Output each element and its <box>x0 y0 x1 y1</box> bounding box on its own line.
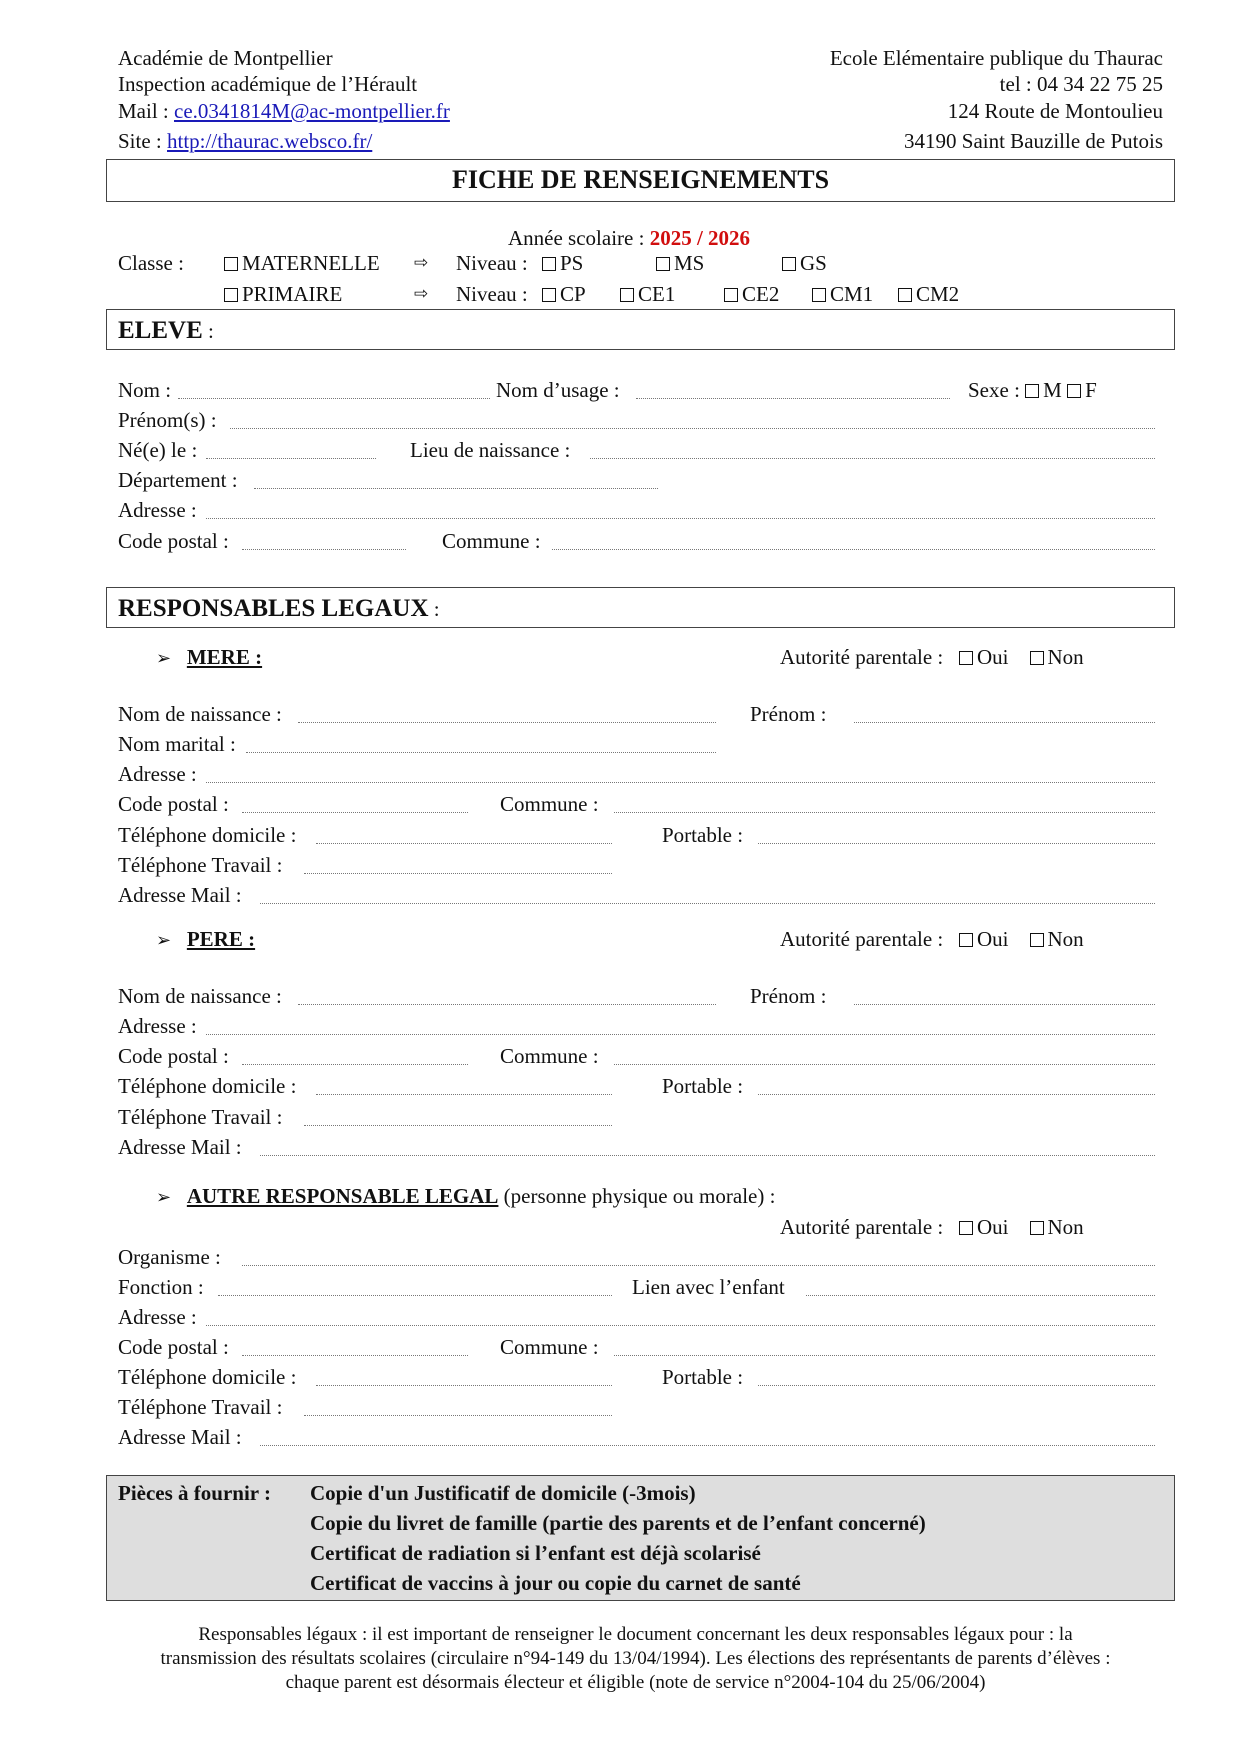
site-label: Site : <box>118 129 168 153</box>
prenoms-field[interactable] <box>230 428 1155 429</box>
pere-autorite <box>780 929 1084 950</box>
bullet-arrow-icon: ➢ <box>156 930 172 951</box>
autorite-label: Autorité parentale : <box>780 1215 944 1239</box>
checkbox-icon[interactable] <box>656 257 670 271</box>
commune-field[interactable] <box>552 549 1155 550</box>
mere-nom-naissance-label: Nom de naissance : <box>118 702 282 726</box>
arrow-right-icon: ⇨ <box>414 253 429 273</box>
autorite-label: Autorité parentale : <box>780 645 944 669</box>
mere-tel-domicile-field[interactable] <box>316 843 612 844</box>
pieces-item: Copie du livret de famille (partie des parents et de l’enfant concerné) <box>310 1511 926 1535</box>
checkbox-icon[interactable] <box>542 288 556 302</box>
mere-code-postal-field[interactable] <box>242 812 468 813</box>
pere-tel-domicile-field[interactable] <box>316 1094 612 1095</box>
departement-field[interactable] <box>254 488 658 489</box>
level-label: MS <box>674 251 705 275</box>
non-label: Non <box>1047 927 1084 951</box>
mere-commune-field[interactable] <box>614 812 1155 813</box>
level-ps[interactable] <box>542 253 583 274</box>
checkbox-icon[interactable] <box>959 933 973 947</box>
pieces-item: Certificat de vaccins à jour ou copie du carnet de santé <box>310 1571 801 1595</box>
classe-label: Classe : <box>118 251 184 275</box>
checkbox-icon[interactable] <box>224 288 238 302</box>
autre-adresse-field[interactable] <box>206 1325 1155 1326</box>
mere-prenom-field[interactable] <box>854 722 1155 723</box>
pere-code-postal-field[interactable] <box>242 1064 468 1065</box>
mere-heading <box>156 647 262 668</box>
ne-le-field[interactable] <box>206 458 376 459</box>
school-tel: tel : 04 34 22 75 25 <box>999 72 1163 96</box>
adresse-field[interactable] <box>206 518 1155 519</box>
pere-mail-field[interactable] <box>260 1155 1155 1156</box>
responsables-heading: RESPONSABLES LEGAUX : <box>118 595 440 622</box>
autorite-label: Autorité parentale : <box>780 927 944 951</box>
nom-usage-label: Nom d’usage : <box>496 378 620 402</box>
autre-autorite <box>780 1217 1084 1238</box>
pere-adresse-label: Adresse : <box>118 1014 197 1038</box>
level-label: CE1 <box>638 282 676 306</box>
departement-label: Département : <box>118 468 238 492</box>
level-ce1[interactable] <box>620 284 675 305</box>
checkbox-icon[interactable] <box>782 257 796 271</box>
mere-title: MERE : <box>186 645 263 669</box>
non-label: Non <box>1047 1215 1084 1239</box>
autre-tel-travail-field[interactable] <box>304 1415 612 1416</box>
mere-autorite <box>780 647 1084 668</box>
pere-commune-label: Commune : <box>500 1044 599 1068</box>
footer-note <box>108 1623 1163 1695</box>
arrow-right-icon: ⇨ <box>414 284 429 304</box>
nom-usage-field[interactable] <box>636 398 950 399</box>
pieces-label: Pièces à fournir : <box>118 1481 271 1505</box>
mere-adresse-label: Adresse : <box>118 762 197 786</box>
adresse-label: Adresse : <box>118 498 197 522</box>
organisme-field[interactable] <box>242 1265 1155 1266</box>
mere-portable-label: Portable : <box>662 823 744 847</box>
pere-tel-travail-label: Téléphone Travail : <box>118 1105 283 1129</box>
sexe-label: Sexe : <box>968 378 1020 402</box>
level-cm1[interactable] <box>812 284 873 305</box>
niveau-label: Niveau : <box>456 282 528 306</box>
autre-code-postal-field[interactable] <box>242 1355 468 1356</box>
pere-prenom-label: Prénom : <box>750 984 827 1008</box>
fonction-label: Fonction : <box>118 1275 204 1299</box>
mere-prenom-label: Prénom : <box>750 702 827 726</box>
autre-heading <box>156 1186 775 1207</box>
oui-label: Oui <box>977 1215 1009 1239</box>
primaire-label: PRIMAIRE <box>242 282 343 306</box>
autre-tel-domicile-field[interactable] <box>316 1385 612 1386</box>
footer-line: chaque parent est désormais électeur et éligible (note de service n°2004-104 du 25/06/2004) <box>285 1672 986 1693</box>
school-address: 124 Route de Montoulieu <box>947 99 1163 123</box>
primaire-option[interactable] <box>224 284 342 305</box>
maternelle-label: MATERNELLE <box>242 251 380 275</box>
eleve-heading: ELEVE : <box>118 317 214 344</box>
level-cm2[interactable] <box>898 284 959 305</box>
pere-prenom-field[interactable] <box>854 1004 1155 1005</box>
mere-nom-marital-field[interactable] <box>246 752 716 753</box>
year-value: 2025 / 2026 <box>649 226 751 250</box>
autre-portable-field[interactable] <box>758 1385 1155 1386</box>
autre-tel-domicile-label: Téléphone domicile : <box>118 1365 297 1389</box>
non-label: Non <box>1047 645 1084 669</box>
checkbox-icon[interactable] <box>1030 933 1044 947</box>
autre-note: (personne physique ou morale) : <box>503 1184 776 1208</box>
fonction-field[interactable] <box>218 1295 612 1296</box>
school-city: 34190 Saint Bauzille de Putois <box>904 129 1163 153</box>
mere-mail-field[interactable] <box>260 903 1155 904</box>
oui-label: Oui <box>977 927 1009 951</box>
footer-line: Responsables légaux : il est important de renseigner le document concernant les deux responsables légaux pour : la <box>198 1624 1073 1645</box>
pere-nom-naissance-label: Nom de naissance : <box>118 984 282 1008</box>
autre-mail-field[interactable] <box>260 1445 1155 1446</box>
level-label: PS <box>560 251 584 275</box>
mere-code-postal-label: Code postal : <box>118 792 229 816</box>
lien-label: Lien avec l’enfant <box>632 1275 785 1299</box>
lien-field[interactable] <box>806 1295 1155 1296</box>
level-label: CM2 <box>916 282 960 306</box>
pere-portable-field[interactable] <box>758 1094 1155 1095</box>
page-title: FICHE DE RENSEIGNEMENTS <box>451 165 830 194</box>
level-label: CP <box>560 282 586 306</box>
responsables-title: RESPONSABLES LEGAUX <box>118 595 429 622</box>
mere-commune-label: Commune : <box>500 792 599 816</box>
sexe-m: M <box>1043 378 1062 402</box>
bullet-arrow-icon: ➢ <box>156 648 172 669</box>
pieces-item: Copie d'un Justificatif de domicile (-3mois) <box>310 1481 696 1505</box>
nom-field[interactable] <box>178 398 490 399</box>
mail-line <box>118 101 450 122</box>
mere-portable-field[interactable] <box>758 843 1155 844</box>
pieces-item: Certificat de radiation si l’enfant est déjà scolarisé <box>310 1541 761 1565</box>
pere-portable-label: Portable : <box>662 1074 744 1098</box>
oui-label: Oui <box>977 645 1009 669</box>
mere-nom-naissance-field[interactable] <box>298 722 716 723</box>
code-postal-label: Code postal : <box>118 529 229 553</box>
pere-tel-travail-field[interactable] <box>304 1125 612 1126</box>
code-postal-field[interactable] <box>242 549 406 550</box>
autre-mail-label: Adresse Mail : <box>118 1425 242 1449</box>
inspection: Inspection académique de l’Hérault <box>118 72 418 96</box>
autre-commune-label: Commune : <box>500 1335 599 1359</box>
pere-heading <box>156 929 255 950</box>
mere-adresse-field[interactable] <box>206 782 1155 783</box>
pere-title: PERE : <box>186 927 256 951</box>
school-name: Ecole Elémentaire publique du Thaurac <box>829 46 1163 70</box>
checkbox-icon[interactable] <box>1030 1221 1044 1235</box>
organisme-label: Organisme : <box>118 1245 221 1269</box>
mail-label: Mail : <box>118 99 174 123</box>
autre-adresse-label: Adresse : <box>118 1305 197 1329</box>
mere-tel-travail-field[interactable] <box>304 873 612 874</box>
pere-nom-naissance-field[interactable] <box>298 1004 716 1005</box>
mail-link[interactable]: ce.0341814M@ac-montpellier.fr <box>174 99 450 123</box>
footer-line: transmission des résultats scolaires (circulaire n°94-149 du 13/04/1994). Les élections des représentants de parents d’élèves : <box>160 1648 1111 1669</box>
pere-code-postal-label: Code postal : <box>118 1044 229 1068</box>
level-label: CM1 <box>830 282 874 306</box>
lieu-field[interactable] <box>590 458 1155 459</box>
autre-portable-label: Portable : <box>662 1365 744 1389</box>
nom-label: Nom : <box>118 378 172 402</box>
niveau-label: Niveau : <box>456 251 528 275</box>
academie: Académie de Montpellier <box>118 46 333 70</box>
level-cp[interactable] <box>542 284 586 305</box>
checkbox-icon[interactable] <box>812 288 826 302</box>
pere-commune-field[interactable] <box>614 1064 1155 1065</box>
pere-tel-domicile-label: Téléphone domicile : <box>118 1074 297 1098</box>
eleve-title: ELEVE <box>118 317 203 344</box>
eleve-box <box>106 309 1175 350</box>
checkbox-icon[interactable] <box>959 651 973 665</box>
site-link[interactable]: http://thaurac.websco.fr/ <box>167 129 373 153</box>
pere-adresse-field[interactable] <box>206 1034 1155 1035</box>
site-line <box>118 131 372 152</box>
year-label: Année scolaire : <box>508 226 650 250</box>
level-ms[interactable] <box>656 253 704 274</box>
checkbox-icon[interactable] <box>224 257 238 271</box>
autre-commune-field[interactable] <box>614 1355 1155 1356</box>
checkbox-icon[interactable] <box>542 257 556 271</box>
checkbox-icon[interactable] <box>1025 384 1039 398</box>
bullet-arrow-icon: ➢ <box>156 1187 172 1208</box>
level-ce2[interactable] <box>724 284 779 305</box>
ne-le-label: Né(e) le : <box>118 438 198 462</box>
checkbox-icon[interactable] <box>724 288 738 302</box>
level-label: CE2 <box>742 282 780 306</box>
mere-tel-domicile-label: Téléphone domicile : <box>118 823 297 847</box>
school-year <box>508 228 750 249</box>
lieu-label: Lieu de naissance : <box>410 438 571 462</box>
commune-label: Commune : <box>442 529 541 553</box>
checkbox-icon[interactable] <box>1067 384 1081 398</box>
level-label: GS <box>800 251 827 275</box>
prenoms-label: Prénom(s) : <box>118 408 217 432</box>
checkbox-icon[interactable] <box>898 288 912 302</box>
maternelle-option[interactable] <box>224 253 380 274</box>
autre-tel-travail-label: Téléphone Travail : <box>118 1395 283 1419</box>
mere-nom-marital-label: Nom marital : <box>118 732 236 756</box>
mere-tel-travail-label: Téléphone Travail : <box>118 853 283 877</box>
checkbox-icon[interactable] <box>959 1221 973 1235</box>
sexe-group <box>968 380 1097 401</box>
checkbox-icon[interactable] <box>620 288 634 302</box>
autre-code-postal-label: Code postal : <box>118 1335 229 1359</box>
level-gs[interactable] <box>782 253 827 274</box>
mere-mail-label: Adresse Mail : <box>118 883 242 907</box>
sexe-f: F <box>1085 378 1097 402</box>
pere-mail-label: Adresse Mail : <box>118 1135 242 1159</box>
autre-title: AUTRE RESPONSABLE LEGAL <box>186 1184 499 1208</box>
checkbox-icon[interactable] <box>1030 651 1044 665</box>
